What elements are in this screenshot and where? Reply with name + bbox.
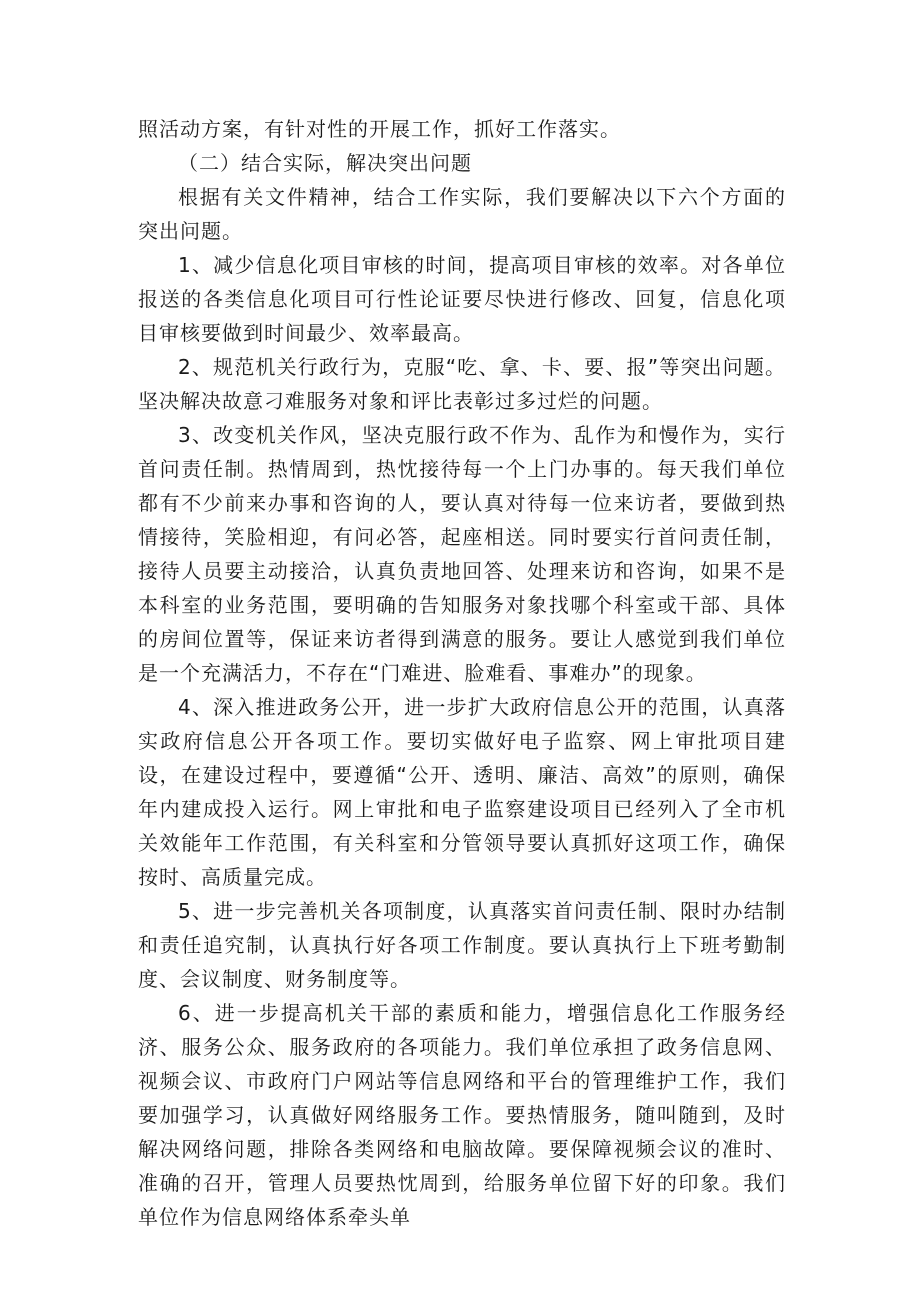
- paragraph-intro: 根据有关文件精神，结合工作实际，我们要解决以下六个方面的突出问题。: [138, 185, 786, 243]
- paragraph-continuation: 照活动方案，有针对性的开展工作，抓好工作落实。: [138, 117, 621, 141]
- list-item-6: 6、进一步提高机关干部的素质和能力，增强信息化工作服务经济、服务公众、服务政府的各项能力。我们单位承担了政务信息网、视频会议、市政府门户网站等信息网络和平台的管理维护工作，我们要加强学习，认真做好网络服务工作。要热情服务，随叫随到，及时解决网络问题，排除各类网络和电脑故障。要保障视频会议的准时、准确的召开，管理人员要热忱周到，给服务单位留下好的印象。我们单位作为信息网络体系牵头单: [138, 1001, 786, 1229]
- list-item-2: 2、规范机关行政行为，克服“吃、拿、卡、要、报”等突出问题。坚决解决故意刁难服务对象和评比表彰过多过烂的问题。: [138, 355, 786, 413]
- section-heading: （二）结合实际，解决突出问题: [178, 151, 472, 175]
- list-item-1: 1、减少信息化项目审核的时间，提高项目审核的效率。对各单位报送的各类信息化项目可行性论证要尽快进行修改、回复，信息化项目审核要做到时间最少、效率最高。: [138, 253, 786, 345]
- list-item-5: 5、进一步完善机关各项制度，认真落实首问责任制、限时办结制和责任追究制，认真执行好各项工作制度。要认真执行上下班考勤制度、会议制度、财务制度等。: [138, 899, 786, 991]
- document-body: [138, 112, 786, 1234]
- list-item-4: 4、深入推进政务公开，进一步扩大政府信息公开的范围，认真落实政府信息公开各项工作。要切实做好电子监察、网上审批项目建设，在建设过程中，要遵循“公开、透明、廉洁、高效”的原则，确保年内建成投入运行。网上审批和电子监察建设项目已经列入了全市机关效能年工作范围，有关科室和分管领导要认真抓好这项工作，确保按时、高质量完成。: [138, 695, 786, 889]
- list-item-3: 3、改变机关作风，坚决克服行政不作为、乱作为和慢作为，实行首问责任制。热情周到，热忱接待每一个上门办事的。每天我们单位都有不少前来办事和咨询的人，要认真对待每一位来访者，要做到热情接待，笑脸相迎，有问必答，起座相送。同时要实行首问责任制，接待人员要主动接洽，认真负责地回答、处理来访和咨询，如果不是本科室的业务范围，要明确的告知服务对象找哪个科室或干部、具体的房间位置等，保证来访者得到满意的服务。要让人感觉到我们单位是一个充满活力，不存在“门难进、脸难看、事难办”的现象。: [138, 423, 786, 685]
